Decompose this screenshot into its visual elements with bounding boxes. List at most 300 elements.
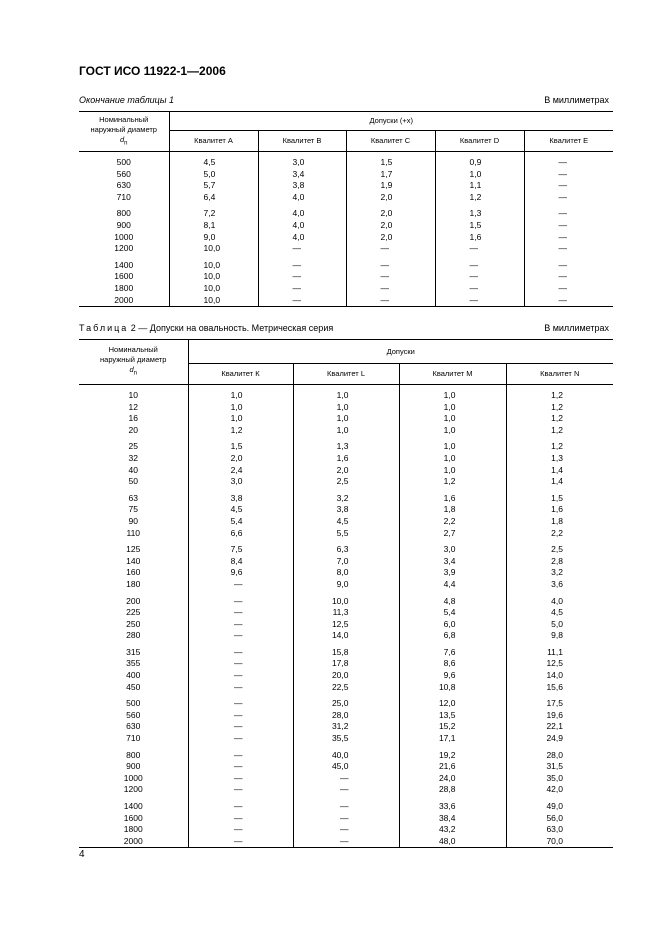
tolerance-cell: 4,0 bbox=[258, 220, 346, 232]
tolerance-cell: 1,6 bbox=[293, 453, 399, 465]
tolerance-cell: — bbox=[188, 784, 293, 796]
tolerance-cell: 1,2 bbox=[506, 413, 613, 425]
diameter-cell: 1600 bbox=[79, 271, 169, 283]
table2-column-header: Квалитет N bbox=[506, 364, 613, 385]
table-row bbox=[79, 488, 613, 505]
tolerance-cell: — bbox=[258, 295, 346, 307]
tolerance-cell: 4,5 bbox=[169, 152, 258, 169]
tolerance-cell: 4,5 bbox=[188, 504, 293, 516]
table-row bbox=[79, 761, 613, 773]
tolerance-cell: 25,0 bbox=[293, 693, 399, 710]
table-row bbox=[79, 642, 613, 659]
diameter-cell: 560 bbox=[79, 710, 188, 722]
table2-column-header: Квалитет К bbox=[188, 364, 293, 385]
tolerance-cell: — bbox=[293, 796, 399, 813]
table-row bbox=[79, 220, 613, 232]
table-row bbox=[79, 385, 613, 402]
tolerance-cell: 49,0 bbox=[506, 796, 613, 813]
tolerance-cell: 10,8 bbox=[399, 682, 506, 694]
tolerance-cell: 4,4 bbox=[399, 579, 506, 591]
tolerance-cell: 1,0 bbox=[399, 402, 506, 414]
tolerance-cell: 12,0 bbox=[399, 693, 506, 710]
diameter-cell: 75 bbox=[79, 504, 188, 516]
diameter-cell: 900 bbox=[79, 761, 188, 773]
tolerance-cell: 2,0 bbox=[346, 220, 435, 232]
tolerance-cell: — bbox=[435, 295, 524, 307]
diameter-cell: 140 bbox=[79, 556, 188, 568]
table2-units: В миллиметрах bbox=[544, 323, 609, 333]
table-row bbox=[79, 465, 613, 477]
diameter-cell: 710 bbox=[79, 192, 169, 204]
tolerance-cell: — bbox=[293, 824, 399, 836]
tolerance-cell: 3,2 bbox=[506, 567, 613, 579]
tolerance-cell: 1,6 bbox=[435, 232, 524, 244]
tolerance-cell: 28,0 bbox=[293, 710, 399, 722]
tolerance-cell: 1,0 bbox=[399, 413, 506, 425]
tolerance-cell: — bbox=[188, 836, 293, 848]
tolerance-cell: 5,5 bbox=[293, 528, 399, 540]
tolerance-cell: — bbox=[524, 255, 613, 272]
table1-column-header: Квалитет С bbox=[346, 131, 435, 152]
tolerance-cell: 8,1 bbox=[169, 220, 258, 232]
table-row bbox=[79, 721, 613, 733]
tolerance-cell: — bbox=[346, 295, 435, 307]
tolerance-cell: 2,5 bbox=[506, 539, 613, 556]
tolerance-cell: 3,2 bbox=[293, 488, 399, 505]
tolerance-cell: — bbox=[188, 591, 293, 608]
tolerance-cell: — bbox=[346, 271, 435, 283]
diameter-cell: 63 bbox=[79, 488, 188, 505]
tolerance-cell: 9,6 bbox=[399, 670, 506, 682]
tolerance-cell: 24,0 bbox=[399, 773, 506, 785]
tolerance-cell: 1,2 bbox=[399, 476, 506, 488]
tolerance-cell: 35,0 bbox=[506, 773, 613, 785]
tolerance-cell: — bbox=[258, 255, 346, 272]
tolerance-cell: 17,5 bbox=[506, 693, 613, 710]
tolerance-cell: 1,8 bbox=[506, 516, 613, 528]
diameter-cell: 1200 bbox=[79, 784, 188, 796]
diameter-cell: 10 bbox=[79, 385, 188, 402]
tolerance-cell: 3,8 bbox=[188, 488, 293, 505]
tolerance-cell: 8,6 bbox=[399, 658, 506, 670]
tolerance-cell: 3,8 bbox=[258, 180, 346, 192]
tolerance-cell: — bbox=[293, 813, 399, 825]
tolerance-cell: 2,8 bbox=[506, 556, 613, 568]
tolerance-cell: 3,8 bbox=[293, 504, 399, 516]
table1-column-header: Квалитет Е bbox=[524, 131, 613, 152]
tolerance-cell: 1,6 bbox=[399, 488, 506, 505]
tolerance-cell: 11,1 bbox=[506, 642, 613, 659]
tolerance-cell: — bbox=[524, 283, 613, 295]
tolerance-cell: 2,0 bbox=[346, 192, 435, 204]
diameter-cell: 1400 bbox=[79, 796, 188, 813]
table-row bbox=[79, 784, 613, 796]
table-row bbox=[79, 579, 613, 591]
tolerance-cell: — bbox=[188, 796, 293, 813]
diameter-cell: 50 bbox=[79, 476, 188, 488]
tolerance-cell: 7,2 bbox=[169, 203, 258, 220]
tolerance-cell: — bbox=[188, 721, 293, 733]
tolerance-cell: 14,0 bbox=[293, 630, 399, 642]
table-row bbox=[79, 255, 613, 272]
tolerance-cell: 6,4 bbox=[169, 192, 258, 204]
table1-diameter-header: Номинальный наружный диаметр $d_n$ bbox=[79, 112, 169, 152]
table-row bbox=[79, 528, 613, 540]
tolerance-cell: 1,4 bbox=[506, 476, 613, 488]
tolerance-cell: 14,0 bbox=[506, 670, 613, 682]
tolerance-cell: 28,0 bbox=[506, 745, 613, 762]
diameter-cell: 1400 bbox=[79, 255, 169, 272]
table-row bbox=[79, 556, 613, 568]
tolerance-cell: 1,0 bbox=[399, 465, 506, 477]
table-row bbox=[79, 180, 613, 192]
table-row bbox=[79, 813, 613, 825]
tolerance-cell: 5,0 bbox=[506, 619, 613, 631]
tolerance-cell: 1,0 bbox=[399, 385, 506, 402]
diameter-cell: 12 bbox=[79, 402, 188, 414]
table1-column-header: Квалитет В bbox=[258, 131, 346, 152]
tolerance-cell: 1,0 bbox=[293, 413, 399, 425]
tolerance-cell: 1,0 bbox=[188, 413, 293, 425]
tolerance-cell: — bbox=[346, 243, 435, 255]
tolerance-cell: — bbox=[524, 295, 613, 307]
tolerance-cell: 9,6 bbox=[188, 567, 293, 579]
tolerance-cell: — bbox=[188, 773, 293, 785]
tolerance-cell: 2,2 bbox=[399, 516, 506, 528]
diameter-cell: 800 bbox=[79, 203, 169, 220]
tolerance-cell: 1,2 bbox=[435, 192, 524, 204]
tolerance-cell: 22,5 bbox=[293, 682, 399, 694]
tolerance-cell: 1,3 bbox=[435, 203, 524, 220]
diameter-cell: 280 bbox=[79, 630, 188, 642]
table-row bbox=[79, 670, 613, 682]
tolerance-cell: 0,9 bbox=[435, 152, 524, 169]
table-row bbox=[79, 619, 613, 631]
tolerance-cell: 4,5 bbox=[506, 607, 613, 619]
tolerance-cell: — bbox=[188, 733, 293, 745]
tolerance-cell: 1,0 bbox=[399, 436, 506, 453]
tolerance-cell: 9,8 bbox=[506, 630, 613, 642]
tolerance-cell: 17,8 bbox=[293, 658, 399, 670]
diameter-cell: 500 bbox=[79, 152, 169, 169]
diameter-cell: 315 bbox=[79, 642, 188, 659]
diameter-cell: 250 bbox=[79, 619, 188, 631]
diameter-cell: 2000 bbox=[79, 836, 188, 848]
diameter-cell: 900 bbox=[79, 220, 169, 232]
tolerance-cell: — bbox=[346, 255, 435, 272]
tolerance-cell: 1,1 bbox=[435, 180, 524, 192]
tolerance-cell: 5,4 bbox=[188, 516, 293, 528]
tolerance-cell: 31,2 bbox=[293, 721, 399, 733]
table-row bbox=[79, 402, 613, 414]
diameter-cell: 110 bbox=[79, 528, 188, 540]
tolerance-cell: — bbox=[435, 255, 524, 272]
tolerance-cell: 8,0 bbox=[293, 567, 399, 579]
tolerance-cell: 1,0 bbox=[399, 453, 506, 465]
table1 bbox=[79, 111, 613, 307]
table-row bbox=[79, 425, 613, 437]
tolerance-cell: 3,4 bbox=[399, 556, 506, 568]
tolerance-cell: — bbox=[524, 243, 613, 255]
tolerance-cell: — bbox=[188, 579, 293, 591]
tolerance-cell: — bbox=[293, 836, 399, 848]
diameter-cell: 450 bbox=[79, 682, 188, 694]
tolerance-cell: 45,0 bbox=[293, 761, 399, 773]
table1-column-header: Квалитет D bbox=[435, 131, 524, 152]
table-row bbox=[79, 630, 613, 642]
tolerance-cell: 40,0 bbox=[293, 745, 399, 762]
tolerance-cell: 19,6 bbox=[506, 710, 613, 722]
tolerance-cell: — bbox=[188, 710, 293, 722]
tolerance-cell: 2,0 bbox=[188, 453, 293, 465]
diameter-cell: 25 bbox=[79, 436, 188, 453]
table-row bbox=[79, 243, 613, 255]
diameter-cell: 200 bbox=[79, 591, 188, 608]
tolerance-cell: — bbox=[524, 169, 613, 181]
tolerance-cell: 38,4 bbox=[399, 813, 506, 825]
tolerance-cell: — bbox=[524, 232, 613, 244]
table1-caption: Окончание таблицы 1 bbox=[79, 95, 174, 105]
tolerance-cell: 31,5 bbox=[506, 761, 613, 773]
tolerance-cell: 3,6 bbox=[506, 579, 613, 591]
table-row bbox=[79, 567, 613, 579]
diameter-cell: 20 bbox=[79, 425, 188, 437]
table-row bbox=[79, 436, 613, 453]
tolerance-cell: 1,8 bbox=[399, 504, 506, 516]
tolerance-cell: 1,6 bbox=[506, 504, 613, 516]
diameter-cell: 180 bbox=[79, 579, 188, 591]
document-title: ГОСТ ИСО 11922-1—2006 bbox=[79, 64, 226, 78]
tolerance-cell: 24,9 bbox=[506, 733, 613, 745]
tolerance-cell: 12,5 bbox=[506, 658, 613, 670]
diameter-cell: 1200 bbox=[79, 243, 169, 255]
diameter-cell: 1000 bbox=[79, 232, 169, 244]
tolerance-cell: — bbox=[188, 813, 293, 825]
tolerance-cell: 10,0 bbox=[169, 295, 258, 307]
tolerance-cell: 2,0 bbox=[293, 465, 399, 477]
diameter-cell: 630 bbox=[79, 180, 169, 192]
tolerance-cell: 1,0 bbox=[435, 169, 524, 181]
tolerance-cell: 3,9 bbox=[399, 567, 506, 579]
tolerance-cell: — bbox=[258, 283, 346, 295]
tolerance-cell: 6,3 bbox=[293, 539, 399, 556]
tolerance-cell: 9,0 bbox=[293, 579, 399, 591]
tolerance-cell: — bbox=[188, 693, 293, 710]
tolerance-cell: 28,8 bbox=[399, 784, 506, 796]
tolerance-cell: 8,4 bbox=[188, 556, 293, 568]
tolerance-cell: 3,0 bbox=[188, 476, 293, 488]
tolerance-cell: 3,0 bbox=[258, 152, 346, 169]
tolerance-cell: 1,2 bbox=[506, 436, 613, 453]
tolerance-cell: 9,0 bbox=[169, 232, 258, 244]
diameter-cell: 2000 bbox=[79, 295, 169, 307]
tolerance-cell: 1,5 bbox=[346, 152, 435, 169]
table-row bbox=[79, 658, 613, 670]
diameter-cell: 1800 bbox=[79, 824, 188, 836]
tolerance-cell: — bbox=[524, 271, 613, 283]
tolerance-cell: 4,0 bbox=[258, 192, 346, 204]
tolerance-cell: — bbox=[258, 243, 346, 255]
tolerance-cell: 5,7 bbox=[169, 180, 258, 192]
tolerance-cell: — bbox=[524, 180, 613, 192]
table-row bbox=[79, 295, 613, 307]
tolerance-cell: 1,4 bbox=[506, 465, 613, 477]
tolerance-cell: — bbox=[435, 283, 524, 295]
tolerance-cell: — bbox=[188, 658, 293, 670]
tolerance-cell: 13,5 bbox=[399, 710, 506, 722]
tolerance-cell: 1,0 bbox=[188, 402, 293, 414]
tolerance-cell: 10,0 bbox=[169, 271, 258, 283]
table-row bbox=[79, 745, 613, 762]
table-row bbox=[79, 203, 613, 220]
tolerance-cell: — bbox=[188, 761, 293, 773]
tolerance-cell: — bbox=[188, 745, 293, 762]
tolerance-cell: — bbox=[188, 682, 293, 694]
table-row bbox=[79, 504, 613, 516]
tolerance-cell: 7,6 bbox=[399, 642, 506, 659]
diameter-cell: 500 bbox=[79, 693, 188, 710]
table1-group-header: Допуски (+x) bbox=[169, 112, 613, 131]
table-row bbox=[79, 413, 613, 425]
tolerance-cell: 11,3 bbox=[293, 607, 399, 619]
table-row bbox=[79, 733, 613, 745]
table-row bbox=[79, 836, 613, 848]
tolerance-cell: 3,0 bbox=[399, 539, 506, 556]
tolerance-cell: — bbox=[524, 203, 613, 220]
tolerance-cell: 2,4 bbox=[188, 465, 293, 477]
diameter-cell: 40 bbox=[79, 465, 188, 477]
diameter-cell: 225 bbox=[79, 607, 188, 619]
tolerance-cell: 1,7 bbox=[346, 169, 435, 181]
tolerance-cell: 4,5 bbox=[293, 516, 399, 528]
diameter-cell: 800 bbox=[79, 745, 188, 762]
tolerance-cell: 63,0 bbox=[506, 824, 613, 836]
tolerance-cell: 1,0 bbox=[188, 385, 293, 402]
tolerance-cell: — bbox=[188, 642, 293, 659]
tolerance-cell: 5,4 bbox=[399, 607, 506, 619]
diameter-cell: 160 bbox=[79, 567, 188, 579]
diameter-cell: 32 bbox=[79, 453, 188, 465]
tolerance-cell: 10,0 bbox=[169, 255, 258, 272]
tolerance-cell: 15,2 bbox=[399, 721, 506, 733]
tolerance-cell: 1,0 bbox=[293, 425, 399, 437]
table-row bbox=[79, 453, 613, 465]
table-row bbox=[79, 682, 613, 694]
diameter-cell: 710 bbox=[79, 733, 188, 745]
table-row bbox=[79, 591, 613, 608]
tolerance-cell: 2,7 bbox=[399, 528, 506, 540]
tolerance-cell: — bbox=[293, 784, 399, 796]
tolerance-cell: 6,6 bbox=[188, 528, 293, 540]
tolerance-cell: — bbox=[188, 607, 293, 619]
tolerance-cell: 1,0 bbox=[293, 385, 399, 402]
table2-group-header: Допуски bbox=[188, 340, 613, 364]
table-row bbox=[79, 283, 613, 295]
tolerance-cell: — bbox=[188, 824, 293, 836]
diameter-cell: 630 bbox=[79, 721, 188, 733]
tolerance-cell: 12,5 bbox=[293, 619, 399, 631]
tolerance-cell: 1,2 bbox=[188, 425, 293, 437]
tolerance-cell: 15,6 bbox=[506, 682, 613, 694]
tolerance-cell: 35,5 bbox=[293, 733, 399, 745]
tolerance-cell: 22,1 bbox=[506, 721, 613, 733]
tolerance-cell: — bbox=[188, 619, 293, 631]
tolerance-cell: 1,2 bbox=[506, 385, 613, 402]
tolerance-cell: 6,8 bbox=[399, 630, 506, 642]
tolerance-cell: 20,0 bbox=[293, 670, 399, 682]
diameter-cell: 1000 bbox=[79, 773, 188, 785]
table2-caption: Таблица 2 — Допуски на овальность. Метрическая серия bbox=[79, 323, 334, 333]
tolerance-cell: 56,0 bbox=[506, 813, 613, 825]
table2-column-header: Квалитет L bbox=[293, 364, 399, 385]
tolerance-cell: 5,0 bbox=[169, 169, 258, 181]
diameter-cell: 16 bbox=[79, 413, 188, 425]
tolerance-cell: — bbox=[524, 152, 613, 169]
diameter-cell: 125 bbox=[79, 539, 188, 556]
tolerance-cell: 43,2 bbox=[399, 824, 506, 836]
tolerance-cell: 4,0 bbox=[258, 232, 346, 244]
tolerance-cell: 1,0 bbox=[293, 402, 399, 414]
tolerance-cell: 1,2 bbox=[506, 402, 613, 414]
table1-column-header: Квалитет А bbox=[169, 131, 258, 152]
tolerance-cell: 19,2 bbox=[399, 745, 506, 762]
table-row bbox=[79, 476, 613, 488]
table-row bbox=[79, 232, 613, 244]
diameter-cell: 1600 bbox=[79, 813, 188, 825]
tolerance-cell: — bbox=[435, 271, 524, 283]
tolerance-cell: — bbox=[293, 773, 399, 785]
tolerance-cell: 1,2 bbox=[506, 425, 613, 437]
tolerance-cell: 7,5 bbox=[188, 539, 293, 556]
table-row bbox=[79, 516, 613, 528]
table1-units: В миллиметрах bbox=[544, 95, 609, 105]
table-row bbox=[79, 693, 613, 710]
tolerance-cell: 1,3 bbox=[293, 436, 399, 453]
tolerance-cell: 15,8 bbox=[293, 642, 399, 659]
tolerance-cell: 1,5 bbox=[188, 436, 293, 453]
tolerance-cell: — bbox=[524, 192, 613, 204]
diameter-cell: 400 bbox=[79, 670, 188, 682]
tolerance-cell: 3,4 bbox=[258, 169, 346, 181]
table-row bbox=[79, 271, 613, 283]
table-row bbox=[79, 192, 613, 204]
diameter-cell: 355 bbox=[79, 658, 188, 670]
table-row bbox=[79, 539, 613, 556]
tolerance-cell: 4,0 bbox=[506, 591, 613, 608]
tolerance-cell: 7,0 bbox=[293, 556, 399, 568]
tolerance-cell: 2,5 bbox=[293, 476, 399, 488]
tolerance-cell: 10,0 bbox=[293, 591, 399, 608]
tolerance-cell: 1,5 bbox=[435, 220, 524, 232]
table-row bbox=[79, 607, 613, 619]
tolerance-cell: 4,0 bbox=[258, 203, 346, 220]
tolerance-cell: 1,9 bbox=[346, 180, 435, 192]
tolerance-cell: 1,3 bbox=[506, 453, 613, 465]
page-number: 4 bbox=[79, 849, 85, 860]
tolerance-cell: — bbox=[258, 271, 346, 283]
tolerance-cell: 2,0 bbox=[346, 232, 435, 244]
tolerance-cell: 10,0 bbox=[169, 283, 258, 295]
table-row bbox=[79, 796, 613, 813]
tolerance-cell: — bbox=[524, 220, 613, 232]
tolerance-cell: 2,0 bbox=[346, 203, 435, 220]
diameter-cell: 560 bbox=[79, 169, 169, 181]
table2 bbox=[79, 339, 613, 848]
diameter-cell: 1800 bbox=[79, 283, 169, 295]
tolerance-cell: 6,0 bbox=[399, 619, 506, 631]
table-row bbox=[79, 152, 613, 169]
table2-column-header: Квалитет М bbox=[399, 364, 506, 385]
